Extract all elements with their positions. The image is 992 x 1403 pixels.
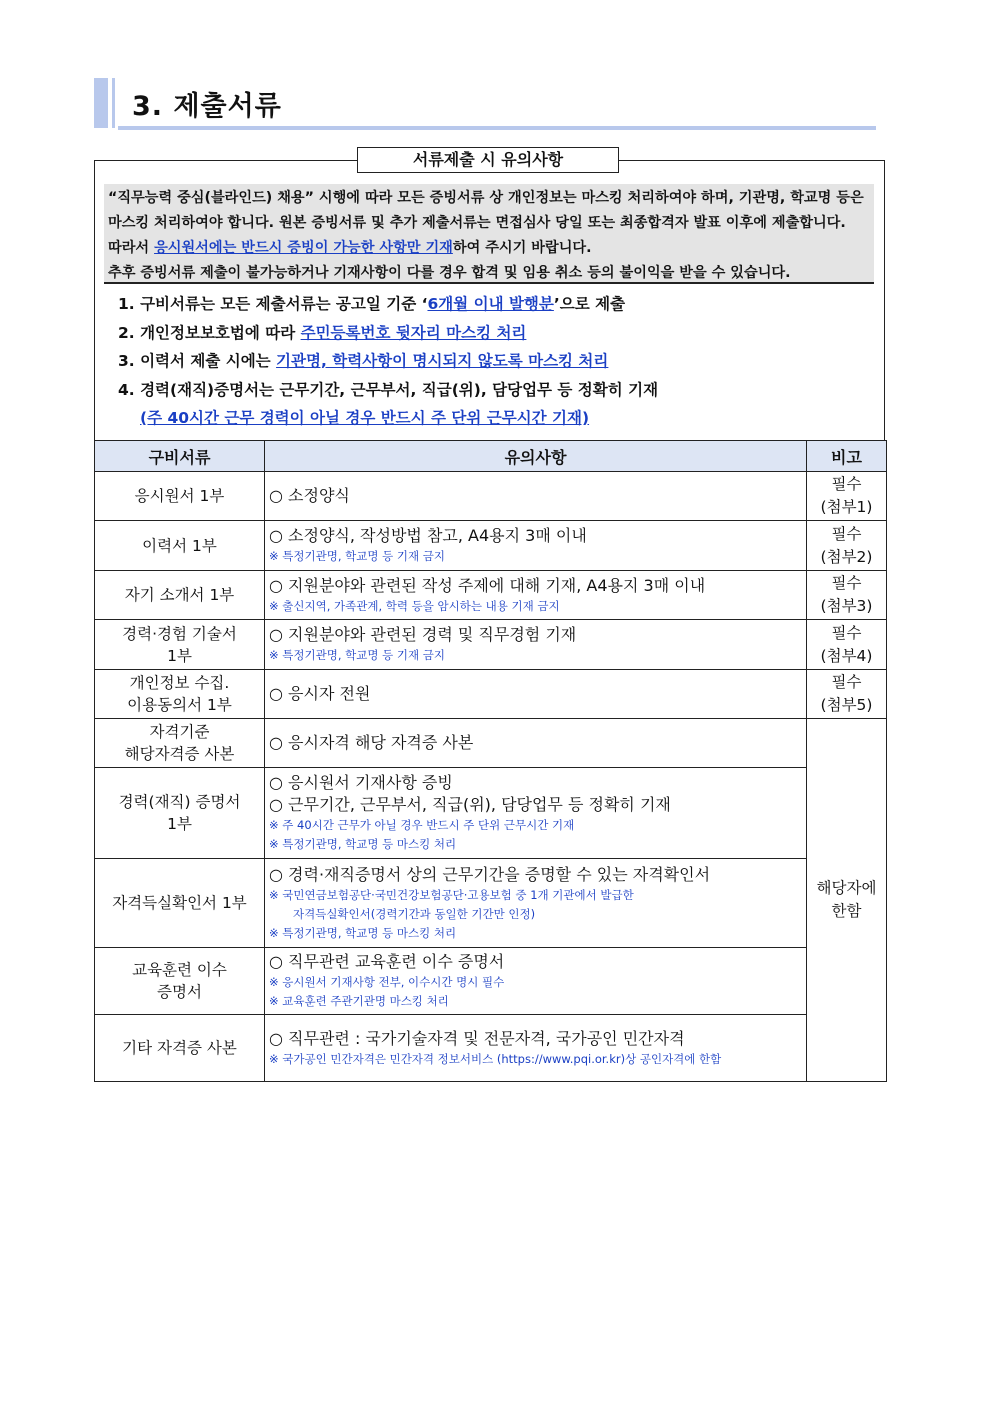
notes-caution-line: ※ 특정기관명, 학교명 등 기재 금지 <box>269 549 445 563</box>
notes-caution-line: 자격득실확인서(경력기간과 동일한 기간만 인정) <box>293 906 536 921</box>
notes-main-line: ○ 응시자격 해당 자격증 사본 <box>269 733 474 752</box>
rule-1-pre: 1. 구비서류는 모든 제출서류는 공고일 기준 ‘ <box>118 295 428 313</box>
doc-name-line: 응시원서 1부 <box>134 487 225 505</box>
header-doc: 구비서류 <box>95 441 265 472</box>
remark-cell <box>807 472 887 521</box>
doc-name-cell <box>95 719 265 768</box>
section-title: 3. 제출서류 <box>132 91 282 122</box>
notice-line-3 <box>108 236 870 261</box>
notice-line-2: 마스킹 처리하여야 합니다. 원본 증빙서류 및 추가 제출서류는 면접심사 당일 또는 최종합격자 발표 이후에 제출합니다. <box>108 215 846 231</box>
remark-cell <box>807 571 887 620</box>
rule-2-emphasis: 주민등록번호 뒷자리 마스킹 처리 <box>300 323 527 342</box>
table-header-row <box>95 441 887 472</box>
doc-name-cell <box>95 670 265 719</box>
notes-main-line: ○ 근무기간, 근무부서, 직급(위), 담당업무 등 정확히 기재 <box>269 795 671 814</box>
notes-main-line: ○ 지원분야와 관련된 작성 주제에 대해 기재, A4용지 3매 이내 <box>269 575 706 595</box>
section-header <box>94 78 876 132</box>
doc-name-cell <box>95 948 265 1015</box>
notes-cell <box>265 620 807 670</box>
remark-line: (첨부3) <box>820 597 873 615</box>
notes-cell <box>265 948 807 1015</box>
table-row <box>95 472 887 521</box>
doc-name-line: 개인정보 수집. <box>129 674 230 692</box>
notice-line-3-post: 하여 주시기 바랍니다. <box>452 240 592 256</box>
notes-main-line: ○ 직무관련 : 국가기술자격 및 전문자격, 국가공인 민간자격 <box>269 1028 685 1048</box>
notes-caution-line: ※ 교육훈련 주관기관명 마스킹 처리 <box>269 994 449 1008</box>
doc-name-line: 경력(재직) 증명서 <box>118 793 241 811</box>
remark-line: 필수 <box>831 623 862 642</box>
rule-1-emphasis: 6개월 이내 발행분 <box>427 295 554 313</box>
notes-cell <box>265 719 807 768</box>
doc-name-cell <box>95 768 265 859</box>
rule-4-sub: (주 40시간 근무 경력이 아닐 경우 반드시 주 단위 근무시간 기재) <box>140 409 590 427</box>
notes-cell <box>265 571 807 620</box>
table-row <box>95 571 887 620</box>
notes-caution-line: ※ 특정기관명, 학교명 등 기재 금지 <box>269 648 445 662</box>
remark-line: (첨부4) <box>820 646 873 665</box>
remark-cell <box>807 521 887 571</box>
table-row <box>95 719 887 768</box>
doc-name-cell <box>95 859 265 948</box>
notes-main-line: ○ 응시자 전원 <box>269 684 371 703</box>
notice-text <box>104 184 874 284</box>
header-remark: 비고 <box>807 441 887 472</box>
notice-line-3-emphasis: 응시원서에는 반드시 증빙이 가능한 사항만 기재 <box>154 240 453 256</box>
header-underline <box>118 126 876 130</box>
remark-cell <box>807 670 887 719</box>
notes-main-line: ○ 응시원서 기재사항 증빙 <box>269 773 453 792</box>
notes-caution-line: ※ 출신지역, 가족관계, 학력 등을 암시하는 내용 기재 금지 <box>269 598 560 613</box>
header-accent-bar <box>94 78 108 128</box>
doc-name-cell <box>95 1015 265 1082</box>
rule-1-post: ’으로 제출 <box>553 295 626 313</box>
header-notes: 유의사항 <box>265 441 807 472</box>
table-row <box>95 620 887 670</box>
notes-cell <box>265 768 807 859</box>
notes-main-line: ○ 직무관련 교육훈련 이수 증명서 <box>269 952 505 971</box>
doc-name-line: 이력서 1부 <box>142 536 217 555</box>
notes-cell <box>265 670 807 719</box>
remark-line: 필수 <box>831 475 862 493</box>
remark-line: 필수 <box>831 574 862 592</box>
rule-3-emphasis: 기관명, 학력사항이 명시되지 않도록 마스킹 처리 <box>276 352 609 370</box>
rule-2-pre: 2. 개인정보보호법에 따라 <box>118 323 301 342</box>
notice-line-3-pre: 따라서 <box>108 240 155 256</box>
notes-main-line: ○ 소정양식 <box>269 486 350 505</box>
notes-caution-line: ※ 주 40시간 근무가 아닐 경우 반드시 주 단위 근무시간 기재 <box>269 818 575 832</box>
table-row <box>95 670 887 719</box>
notes-cell <box>265 1015 807 1082</box>
documents-table <box>94 440 887 1082</box>
doc-name-line: 1부 <box>167 815 192 833</box>
doc-name-cell <box>95 571 265 620</box>
notes-main-line: ○ 소정양식, 작성방법 참고, A4용지 3매 이내 <box>269 526 587 545</box>
doc-name-cell <box>95 472 265 521</box>
doc-name-line: 자격기준 <box>149 723 210 741</box>
table-row <box>95 768 887 859</box>
remark-line: (첨부5) <box>820 696 873 714</box>
remark-line: 해당자에 <box>816 879 877 897</box>
remark-line: 필수 <box>831 673 862 691</box>
rule-1 <box>118 290 878 319</box>
doc-name-line: 증명서 <box>157 983 202 1001</box>
notes-cell <box>265 472 807 521</box>
notes-caution-line: ※ 특정기관명, 학교명 등 마스킹 처리 <box>269 837 457 851</box>
notes-caution-line: ※ 특정기관명, 학교명 등 마스킹 처리 <box>269 925 457 940</box>
notes-main-line: ○ 지원분야와 관련된 경력 및 직무경험 기재 <box>269 625 577 644</box>
table-row <box>95 1015 887 1082</box>
table-row <box>95 521 887 571</box>
notice-line-4: 추후 증빙서류 제출이 불가능하거나 기재사항이 다를 경우 합격 및 임용 취소 등의 불이익을 받을 수 있습니다. <box>108 265 791 281</box>
notes-cell <box>265 859 807 948</box>
notes-cell <box>265 521 807 571</box>
doc-name-line: 자격득실확인서 1부 <box>112 894 247 912</box>
notes-main-line: ○ 경력·재직증명서 상의 근무기간을 증명할 수 있는 자격확인서 <box>269 864 711 884</box>
rule-4: 4. 경력(재직)증명서는 근무기간, 근무부서, 직급(위), 담당업무 등 정확히 기재 <box>118 380 659 399</box>
shared-remark-cell <box>807 719 887 1082</box>
remark-line: (첨부1) <box>820 498 873 516</box>
notice-line-1: “직무능력 중심(블라인드) 채용” 시행에 따라 모든 증빙서류 상 개인정보는 마스킹 처리하여야 하며, 기관명, 학교명 등은 <box>108 190 864 206</box>
remark-line: (첨부2) <box>820 547 873 566</box>
notes-caution-line: ※ 국민연금보험공단·국민건강보험공단·고용보험 중 1개 기관에서 발급한 <box>269 887 634 902</box>
table-row <box>95 948 887 1015</box>
rule-3 <box>118 347 878 376</box>
doc-name-line: 경력·경험 기술서 <box>122 624 237 643</box>
remark-line: 필수 <box>831 524 862 543</box>
rule-3-pre: 3. 이력서 제출 시에는 <box>118 352 277 370</box>
doc-name-cell <box>95 521 265 571</box>
table-row <box>95 859 887 948</box>
rule-2 <box>118 319 878 348</box>
doc-name-line: 이용동의서 1부 <box>127 696 232 714</box>
doc-name-line: 1부 <box>167 646 192 665</box>
notes-caution-line: ※ 국가공인 민간자격은 민간자격 정보서비스 (https://www.pqi.or.kr)상 공인자격에 한함 <box>269 1051 722 1066</box>
remark-cell <box>807 620 887 670</box>
doc-name-cell <box>95 620 265 670</box>
doc-name-line: 기타 자격증 사본 <box>122 1039 237 1057</box>
doc-name-line: 자기 소개서 1부 <box>124 586 235 604</box>
doc-name-line: 해당자격증 사본 <box>124 745 235 763</box>
doc-name-line: 교육훈련 이수 <box>132 961 227 979</box>
rules-list <box>118 290 878 433</box>
remark-line: 한함 <box>831 902 862 920</box>
notice-label: 서류제출 시 유의사항 <box>357 147 619 173</box>
header-accent-bar-thin <box>112 78 115 128</box>
notes-caution-line: ※ 응시원서 기재사항 전부, 이수시간 명시 필수 <box>269 975 505 989</box>
